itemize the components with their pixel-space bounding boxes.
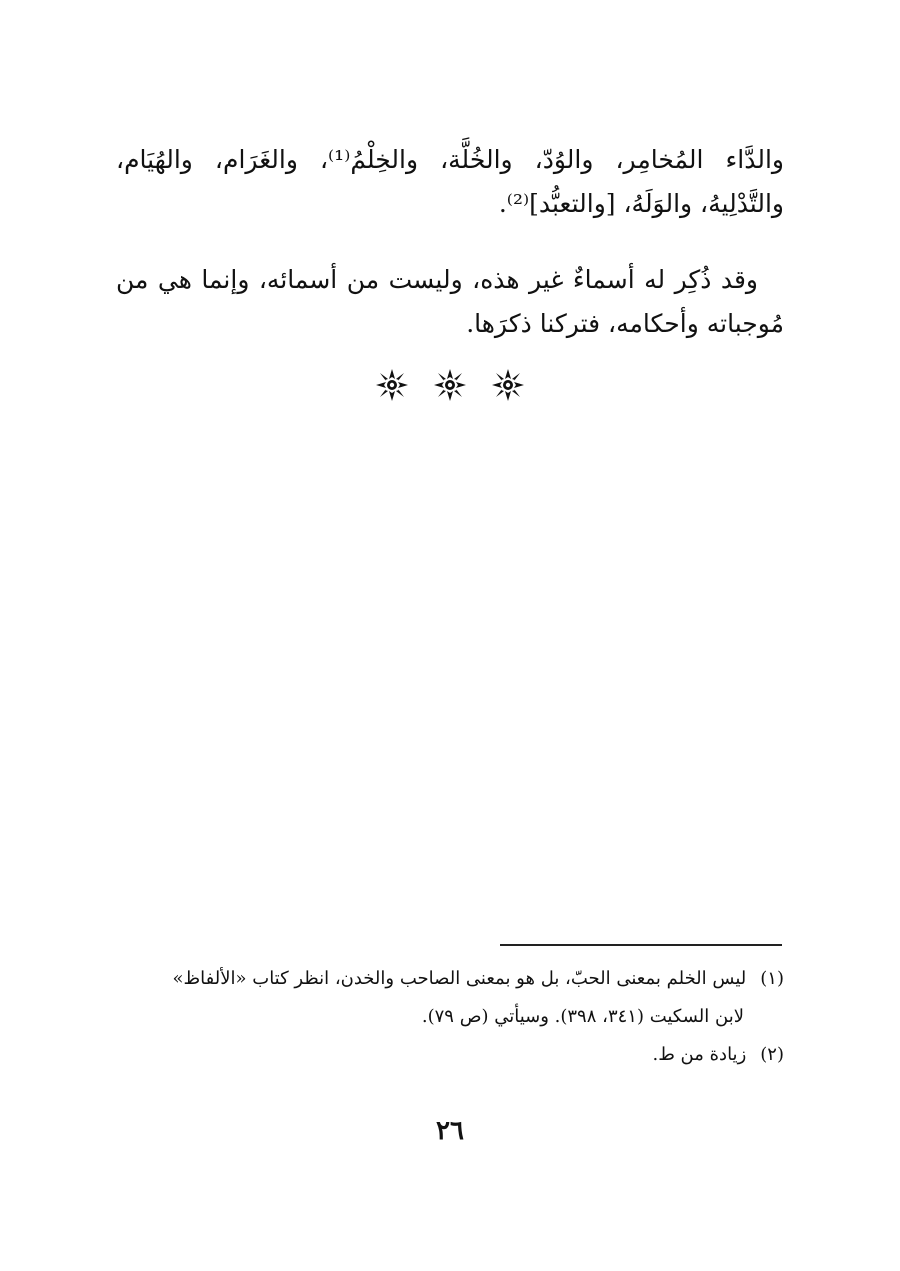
page-number: ٢٦ bbox=[436, 1116, 464, 1146]
footnote-divider bbox=[500, 944, 782, 946]
footnote-number: (١) bbox=[760, 968, 784, 989]
body-paragraph-2: وقد ذُكِر له أسماءٌ غير هذه، وليست من أسمائه، وإنما هي من مُوجباته وأحكامه، فتركنا ذكرَها. bbox=[116, 265, 784, 338]
flower-ornament-icon bbox=[374, 367, 410, 403]
footnote-text: زيادة من ط. bbox=[652, 1044, 747, 1065]
flower-ornament-icon bbox=[432, 367, 468, 403]
footnotes bbox=[116, 960, 784, 1074]
section-separator bbox=[0, 364, 900, 404]
flower-ornament-icon bbox=[490, 367, 526, 403]
footnote-number: (٢) bbox=[760, 1044, 784, 1065]
footnote-text: ليس الخلم بمعنى الحبّ، بل هو بمعنى الصاحب والخدن، انظر كتاب «الألفاظ» bbox=[172, 968, 747, 989]
footnote-text-continued: لابن السكيت (٣٤١، ٣٩٨). وسيأتي (ص ٧٩). bbox=[421, 1006, 744, 1027]
footnote-2 bbox=[116, 1036, 784, 1074]
body-paragraph-1: والدَّاء المُخامِر، والوُدّ، والخُلَّة، والخِلْمُ⁽¹⁾، والغَرَام، والهُيَام، والتَّدْلِيهُ، والوَلَهُ، [والتعبُّد]⁽²⁾. bbox=[116, 145, 784, 218]
footnote-1 bbox=[116, 960, 784, 1036]
